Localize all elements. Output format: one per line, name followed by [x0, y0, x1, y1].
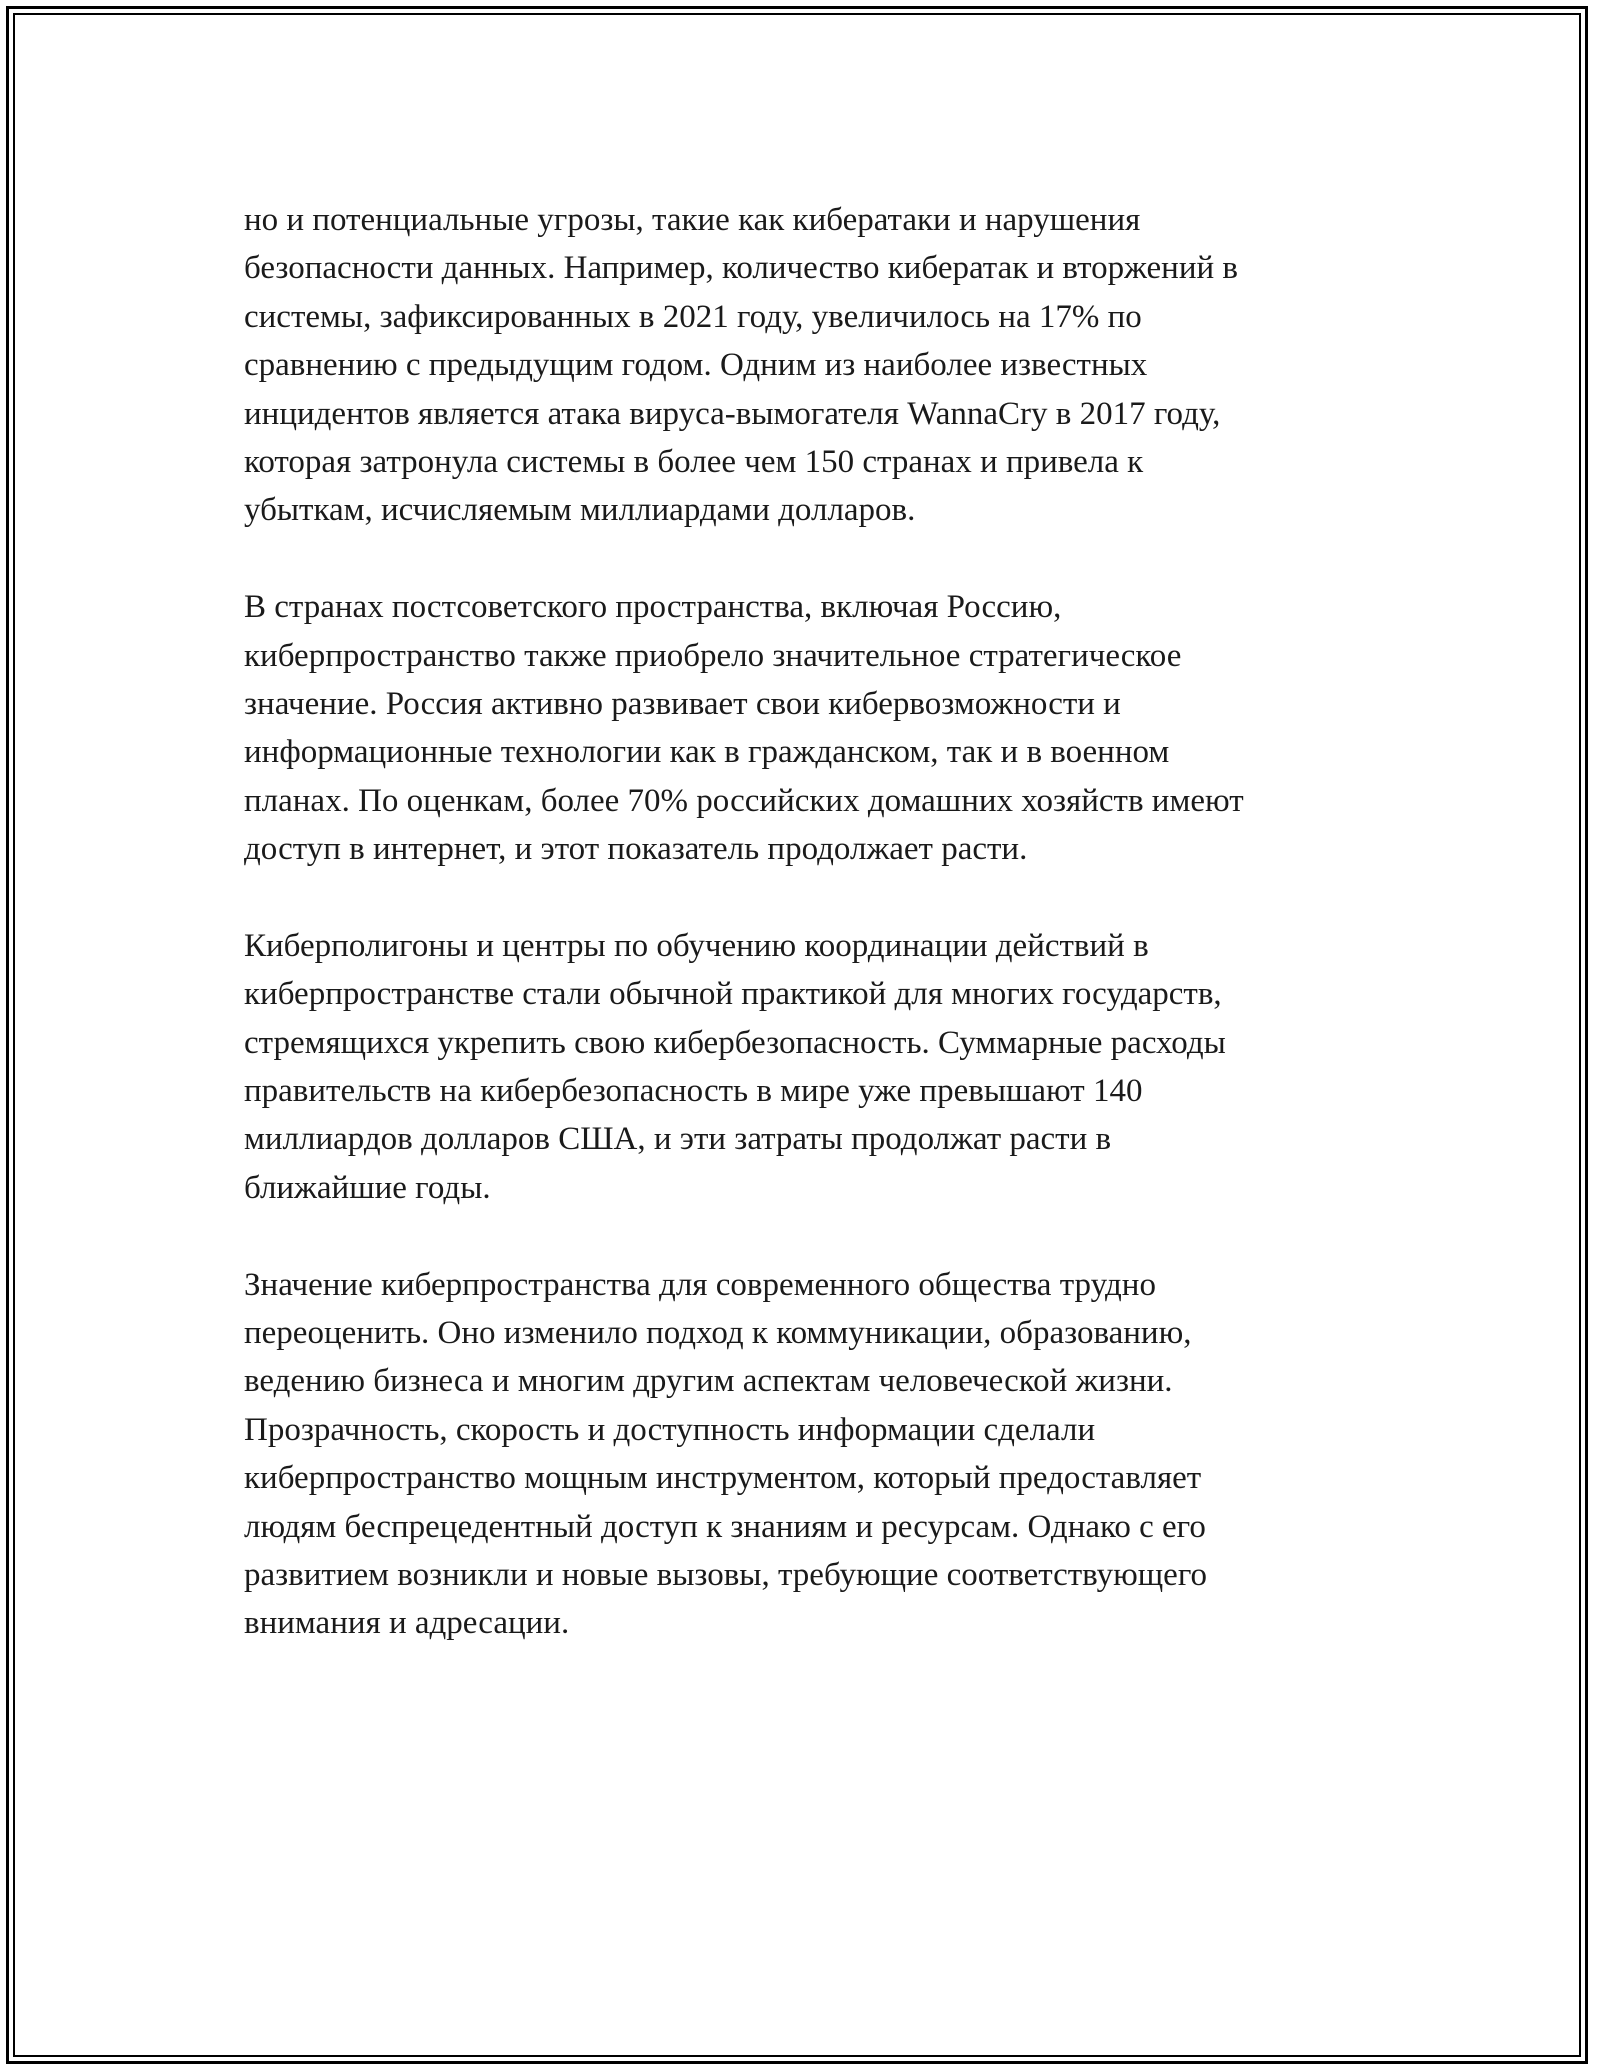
- text-line: планах. По оценкам, более 70% российских домашних хозяйств имеют: [244, 782, 1244, 819]
- text-line: значение. Россия активно развивает свои кибервозможности и: [244, 685, 1121, 722]
- text-line: безопасности данных. Например, количество кибератак и вторжений в: [244, 250, 1238, 287]
- document-body: [244, 196, 1384, 1696]
- paragraph-2: [244, 583, 1384, 873]
- text-line: информационные технологии как в гражданском, так и в военном: [244, 734, 1170, 771]
- text-line: убыткам, исчисляемым миллиардами долларов.: [244, 492, 916, 529]
- text-line: стремящихся укрепить свою кибербезопасность. Суммарные расходы: [244, 1024, 1226, 1061]
- text-line: людям беспрецедентный доступ к знаниям и ресурсам. Однако с его: [244, 1508, 1206, 1545]
- paragraph-3: [244, 922, 1384, 1212]
- text-line: внимания и адресации.: [244, 1605, 570, 1642]
- text-line: сравнению с предыдущим годом. Одним из наиболее известных: [244, 347, 1148, 384]
- text-line: ближайшие годы.: [244, 1169, 491, 1206]
- text-line: миллиардов долларов США, и эти затраты продолжат расти в: [244, 1121, 1112, 1158]
- text-line: которая затронула системы в более чем 150 странах и привела к: [244, 443, 1144, 480]
- paragraph-4: [244, 1261, 1384, 1648]
- text-line: Киберполигоны и центры по обучению координации действий в: [244, 927, 1149, 964]
- text-line: правительств на кибербезопасность в мире уже превышают 140: [244, 1073, 1143, 1110]
- text-line: инцидентов является атака вируса-вымогателя WannaCry в 2017 году,: [244, 395, 1221, 432]
- text-line: Прозрачность, скорость и доступность информации сделали: [244, 1411, 1096, 1448]
- text-line: ведению бизнеса и многим другим аспектам человеческой жизни.: [244, 1363, 1173, 1400]
- text-line: развитием возникли и новые вызовы, требующие соответствующего: [244, 1556, 1208, 1593]
- paragraph-1: [244, 196, 1384, 535]
- text-line: но и потенциальные угрозы, такие как кибератаки и нарушения: [244, 202, 1141, 238]
- text-line: системы, зафиксированных в 2021 году, увеличилось на 17% по: [244, 298, 1142, 335]
- text-line: киберпространство также приобрело значительное стратегическое: [244, 637, 1182, 674]
- text-line: киберпространстве стали обычной практикой для многих государств,: [244, 976, 1222, 1013]
- text-line: Значение киберпространства для современного общества трудно: [244, 1266, 1156, 1303]
- text-line: киберпространство мощным инструментом, который предоставляет: [244, 1460, 1202, 1497]
- text-line: доступ в интернет, и этот показатель продолжает расти.: [244, 831, 1028, 868]
- text-line: переоценить. Оно изменило подход к коммуникации, образованию,: [244, 1314, 1192, 1351]
- page-frame: [6, 6, 1588, 2064]
- text-line: В странах постсоветского пространства, включая Россию,: [244, 589, 1062, 626]
